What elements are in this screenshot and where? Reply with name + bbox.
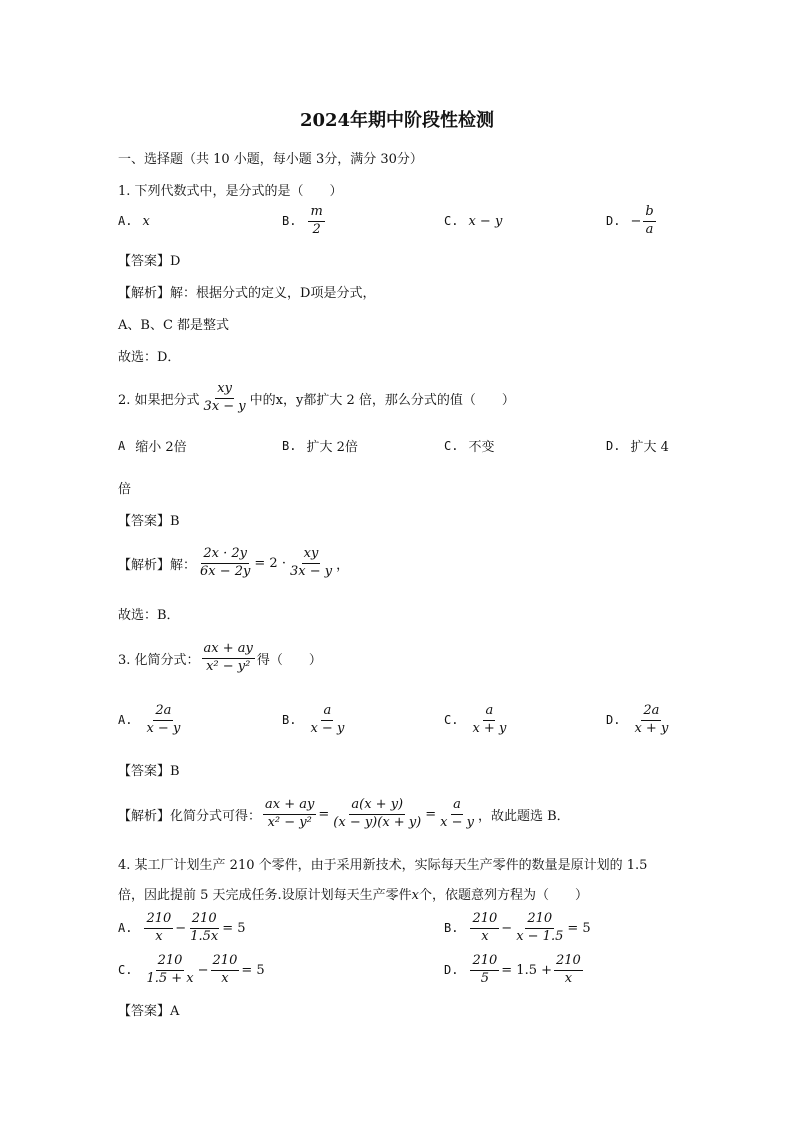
- option-letter: C.: [444, 713, 459, 727]
- numerator: a: [321, 704, 333, 720]
- option-letter: A.: [118, 921, 133, 935]
- option-letter: A.: [118, 214, 133, 228]
- analysis-text: 解：根据分式的定义，D项是分式，: [170, 286, 376, 301]
- eq-left-fraction: [198, 547, 252, 579]
- option-fraction: [308, 704, 346, 736]
- denominator: x: [564, 970, 573, 986]
- numerator: 210: [144, 912, 173, 928]
- denominator: 1.5 + x: [146, 970, 194, 986]
- answer-tag: 【答案】: [118, 514, 171, 529]
- denominator: x² − y²: [206, 658, 251, 674]
- denominator: 3x − y: [203, 398, 246, 414]
- page-title: 2024年期中阶段性检测: [299, 110, 495, 131]
- fraction-2: [514, 912, 565, 944]
- option-letter: D.: [606, 214, 621, 228]
- numerator: 210: [554, 954, 583, 970]
- numerator: 210: [156, 954, 185, 970]
- q3-analysis: [118, 792, 570, 836]
- q4-answer: [118, 1000, 179, 1019]
- q3-answer: [118, 760, 180, 779]
- q4-stem-line1: 4. 某工厂计划生产 210 个零件，由于采用新技术，实际每天生产零件的数量是原计划的 1.5: [118, 858, 648, 873]
- q4-stem-line2: [118, 884, 588, 903]
- q4-option-a: [118, 908, 246, 948]
- denominator: a: [645, 221, 654, 237]
- rhs: = 5: [222, 920, 246, 936]
- operator: −: [175, 920, 187, 936]
- denominator: x + y: [634, 720, 669, 736]
- q2-option-b: [282, 436, 358, 455]
- q2-stem: [118, 378, 515, 418]
- option-letter: A.: [118, 713, 133, 727]
- option-letter: D.: [606, 713, 621, 727]
- stem-lead: 2. 如果把分式: [118, 392, 200, 408]
- step1-fraction: [263, 798, 316, 830]
- denominator: x − y: [146, 720, 181, 736]
- option-fraction: [470, 704, 508, 736]
- eq-tail: ，: [336, 557, 350, 573]
- option-letter: D.: [444, 963, 459, 977]
- option-letter: B.: [282, 438, 297, 453]
- option-letter: B.: [282, 214, 297, 228]
- denominator: 1.5x: [190, 928, 219, 944]
- stem-lead: 3. 化简分式：: [118, 652, 200, 668]
- q2-answer: [118, 510, 180, 529]
- q2-option-d: [606, 436, 669, 455]
- numerator: 210: [470, 912, 499, 928]
- option-fraction: [308, 205, 324, 237]
- q2-option-c: [444, 436, 494, 455]
- equals-sign: =: [318, 806, 330, 822]
- q1-choose: 故选：D．: [118, 350, 181, 365]
- option-letter: C.: [444, 214, 459, 228]
- q3-option-a: [118, 700, 184, 740]
- step3-fraction: [438, 798, 476, 830]
- q1-stem: 1. 下列代数式中，是分式的是（ ）: [118, 184, 343, 199]
- stem-text: 倍，因此提前 5 天完成任务.设原计划每天生产零件: [118, 888, 412, 903]
- option-text: 不变: [468, 440, 495, 455]
- denominator: x − y: [310, 720, 345, 736]
- q3-option-c: [444, 700, 510, 740]
- option-text: 缩小 2倍: [135, 440, 187, 455]
- stem-tail: 中的x，y都扩大 2 倍，那么分式的值（ ）: [249, 392, 515, 408]
- fraction-1: [144, 912, 173, 944]
- stem-fraction: [202, 382, 248, 414]
- answer-value: A: [170, 1004, 180, 1019]
- numerator: a(x + y): [349, 798, 405, 814]
- numerator: 210: [525, 912, 554, 928]
- equals-sign: =: [425, 806, 437, 822]
- denominator: x + y: [472, 720, 507, 736]
- denominator: 2: [312, 221, 321, 237]
- stem-fraction: [202, 642, 255, 674]
- q2-option-d-wrap: 倍: [118, 482, 132, 497]
- numerator: xy: [302, 547, 321, 563]
- denominator: x − y: [440, 814, 474, 830]
- option-letter: B.: [444, 921, 459, 935]
- analysis-tag: 【解析】: [118, 557, 171, 573]
- q1-option-d: [606, 204, 658, 238]
- q2-choose: 故选：B．: [118, 608, 180, 623]
- option-text: 扩大 2倍: [306, 440, 358, 455]
- option-fraction: [144, 704, 182, 736]
- q4-option-d: [444, 950, 585, 990]
- numerator: a: [451, 798, 463, 814]
- operator: −: [197, 962, 209, 978]
- numerator: 2a: [641, 704, 661, 720]
- denominator: x: [155, 928, 163, 944]
- numerator: xy: [215, 382, 234, 398]
- q3-stem: [118, 638, 322, 678]
- fraction-1: [470, 912, 499, 944]
- q1-analysis-line2: A、B、C 都是整式: [118, 318, 230, 333]
- fraction-2: [554, 954, 583, 986]
- fraction-1: [144, 954, 195, 986]
- denominator: x: [481, 928, 489, 944]
- option-fraction: [632, 704, 670, 736]
- step2-fraction: [331, 798, 423, 830]
- answer-value: B: [170, 514, 180, 529]
- option-expr: x: [142, 213, 150, 229]
- option-fraction: [643, 205, 655, 237]
- q4-option-b: [444, 908, 591, 948]
- answer-value: B: [170, 764, 180, 779]
- analysis-prefix: 化简分式可得：: [170, 808, 262, 824]
- q3-option-b: [282, 700, 348, 740]
- q1-option-b: [282, 204, 327, 238]
- variable: x: [411, 888, 420, 903]
- denominator: 3x − y: [289, 563, 333, 579]
- option-text: 扩大 4: [630, 440, 669, 455]
- denominator: 6x − 2y: [200, 563, 251, 579]
- analysis-prefix: 解：: [170, 557, 197, 573]
- answer-tag: 【答案】: [118, 1004, 171, 1019]
- option-letter: C.: [444, 438, 459, 453]
- q2-analysis: [118, 542, 349, 584]
- q1-option-c: [444, 204, 502, 238]
- option-letter: A: [118, 438, 126, 453]
- option-letter: D.: [606, 438, 621, 453]
- section-heading: 一、选择题（共 10 小题，每小题 3分，满分 30分）: [118, 152, 423, 167]
- numerator: ax + ay: [263, 798, 316, 814]
- q1-analysis: [118, 282, 375, 301]
- numerator: a: [483, 704, 495, 720]
- denominator: x² − y²: [267, 814, 312, 830]
- denominator: (x − y)(x + y): [333, 814, 422, 830]
- fraction-2: [188, 912, 220, 944]
- analysis-tag: 【解析】: [118, 808, 171, 824]
- analysis-tag: 【解析】: [118, 286, 171, 301]
- operator: = 1.5 +: [501, 962, 553, 978]
- numerator: ax + ay: [202, 642, 255, 658]
- denominator: x − 1.5: [516, 928, 564, 944]
- rhs: = 5: [567, 920, 591, 936]
- operator: −: [501, 920, 513, 936]
- numerator: b: [643, 205, 655, 221]
- stem-tail: 得（ ）: [256, 652, 322, 668]
- numerator: 2a: [153, 704, 173, 720]
- numerator: m: [308, 205, 324, 221]
- answer-value: D: [170, 254, 181, 269]
- eq-right-fraction: [288, 547, 334, 579]
- q1-option-a: [118, 204, 150, 238]
- numerator: 210: [211, 954, 240, 970]
- q2-option-a: [118, 436, 187, 455]
- fraction-2: [211, 954, 240, 986]
- q1-answer: [118, 250, 180, 269]
- analysis-conclusion: ，故此题选 B．: [477, 808, 570, 824]
- eq-mid: = 2 ·: [254, 555, 286, 571]
- denominator: x: [221, 970, 229, 986]
- minus-sign: −: [630, 213, 642, 229]
- option-letter: B.: [282, 713, 297, 727]
- fraction-1: [470, 954, 499, 986]
- stem-text: 个，依题意列方程为（ ）: [419, 888, 589, 903]
- q3-option-d: [606, 700, 672, 740]
- answer-tag: 【答案】: [118, 254, 171, 269]
- numerator: 210: [470, 954, 499, 970]
- numerator: 210: [190, 912, 219, 928]
- denominator: 5: [480, 970, 489, 986]
- option-expr: x − y: [468, 213, 503, 229]
- option-letter: C.: [118, 963, 133, 977]
- numerator: 2x · 2y: [201, 547, 249, 563]
- rhs: = 5: [241, 962, 265, 978]
- answer-tag: 【答案】: [118, 764, 171, 779]
- q4-option-c: [118, 950, 265, 990]
